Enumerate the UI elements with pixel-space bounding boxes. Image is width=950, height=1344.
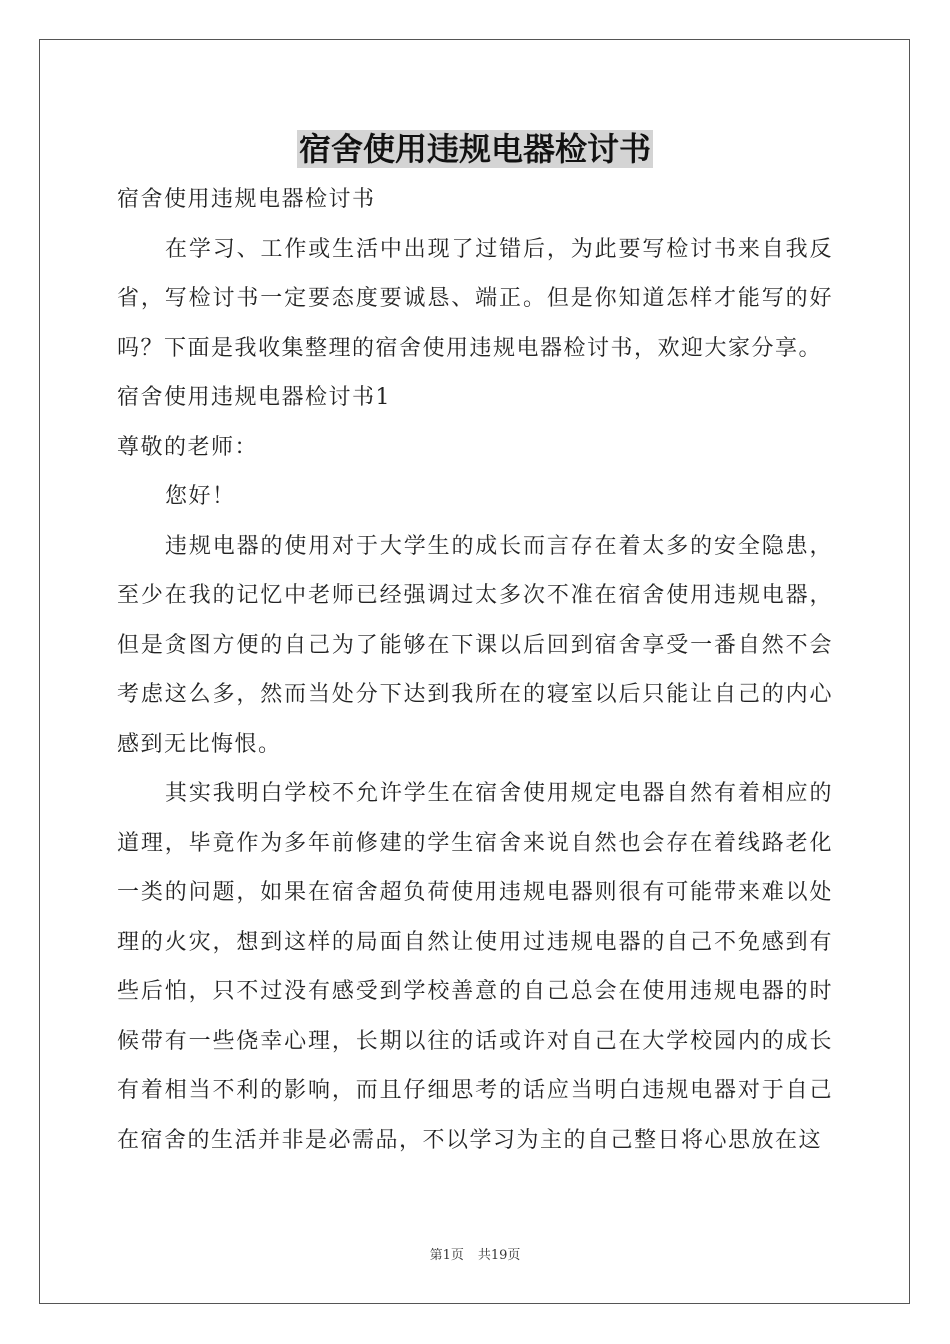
section-heading: 宿舍使用违规电器检讨书1 bbox=[117, 385, 391, 410]
document-title-text: 宿舍使用违规电器检讨书 bbox=[298, 130, 651, 168]
document-subtitle: 宿舍使用违规电器检讨书 bbox=[117, 187, 376, 212]
page-total: 共19页 bbox=[477, 1248, 521, 1263]
body-paragraph-1: 违规电器的使用对于大学生的成长而言存在着太多的安全隐患，至少在我的记忆中老师已经强调过太多次不准在宿舍使用违规电器，但是贪图方便的自己为了能够在下课以后回到宿舍享受一番自然不会考虑这么多，然而当处分下达到我所在的寝室以后只能让自己的内心感到无比悔恨。 bbox=[117, 533, 833, 757]
document-title bbox=[0, 127, 950, 171]
page-number: 第1页 bbox=[429, 1248, 464, 1263]
salutation: 尊敬的老师： bbox=[117, 434, 259, 460]
document-body bbox=[117, 175, 833, 1165]
page-footer bbox=[0, 1247, 950, 1265]
greeting: 您好！ bbox=[165, 484, 236, 509]
intro-paragraph: 在学习、工作或生活中出现了过错后，为此要写检讨书来自我反省，写检讨书一定要态度要诚恳、端正。但是你知道怎样才能写的好吗？下面是我收集整理的宿舍使用违规电器检讨书，欢迎大家分享。 bbox=[117, 236, 833, 361]
body-paragraph-2: 其实我明白学校不允许学生在宿舍使用规定电器自然有着相应的道理，毕竟作为多年前修建的学生宿舍来说自然也会存在着线路老化一类的问题，如果在宿舍超负荷使用违规电器则很有可能带来难以处理的火灾，想到这样的局面自然让使用过违规电器的自己不免感到有些后怕，只不过没有感受到学校善意的自己总会在使用违规电器的时候带有一些侥幸心理，长期以往的话或许对自己在大学校园内的成长有着相当不利的影响，而且仔细思考的话应当明白违规电器对于自己在宿舍的生活并非是必需品，不以学习为主的自己整日将心思放在这 bbox=[117, 781, 833, 1153]
